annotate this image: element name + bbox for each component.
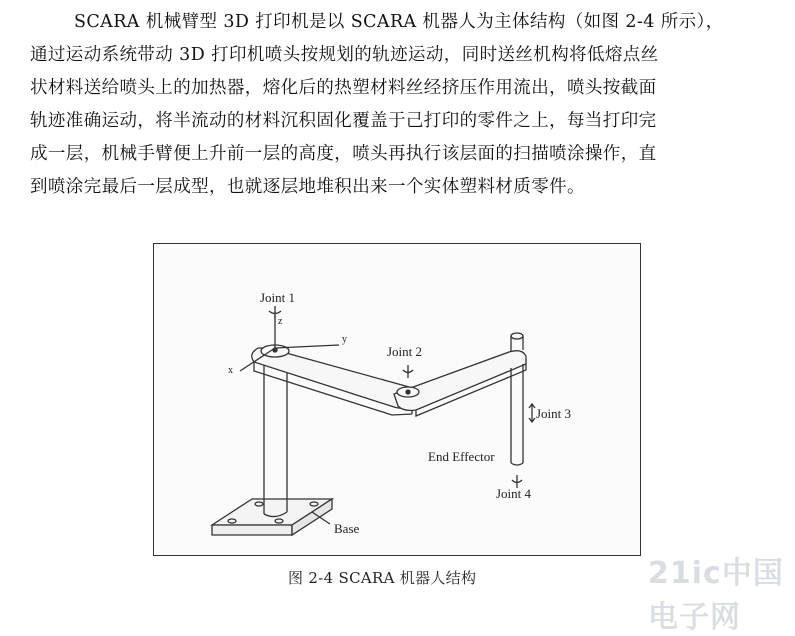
paragraph-line-1: SCARA 机械臂型 3D 打印机是以 SCARA 机器人为主体结构（如图 2-4 所示），: [74, 12, 724, 32]
axis-x-label: x: [228, 365, 233, 376]
joint4-label: Joint 4: [496, 486, 532, 501]
body-paragraph: [30, 6, 770, 204]
paragraph-line-4: 轨迹准确运动，将半流动的材料沉积固化覆盖于己打印的零件之上，每当打印完: [30, 111, 657, 131]
scara-diagram: [154, 244, 640, 555]
site-watermark: 21ic中国电子网: [648, 556, 784, 635]
scara-figure: [153, 243, 641, 556]
paragraph-line-5: 成一层，机械手臂便上升前一层的高度，喷头再执行该层面的扫描喷涂操作，直: [30, 144, 657, 164]
joint3-label: Joint 3: [536, 406, 572, 421]
base-plate-front: [212, 525, 292, 535]
joint2-pin: [406, 390, 410, 394]
axis-y-label: y: [342, 334, 347, 345]
quill-top: [511, 333, 523, 339]
joint1-label: Joint 1: [260, 290, 296, 305]
joint2-rotation-marker: [403, 365, 413, 378]
paragraph-line-2: 通过运动系统带动 3D 打印机喷头按规划的轨迹运动，同时送丝机构将低熔点丝: [30, 45, 659, 65]
base-label: Base: [334, 521, 360, 536]
end-effector-label: End Effector: [428, 449, 495, 464]
paragraph-line-6: 到喷涂完最后一层成型，也就逐层地堆积出来一个实体塑料材质零件。: [30, 177, 585, 197]
axis-z-label: z: [278, 316, 283, 327]
joint2-label: Joint 2: [387, 344, 423, 359]
quill-tip: [511, 463, 523, 465]
figure-caption: 图 2-4 SCARA 机器人结构: [288, 569, 477, 587]
paragraph-line-3: 状材料送给喷头上的加热器，熔化后的热塑材料丝经挤压作用流出，喷头按截面: [30, 78, 657, 98]
